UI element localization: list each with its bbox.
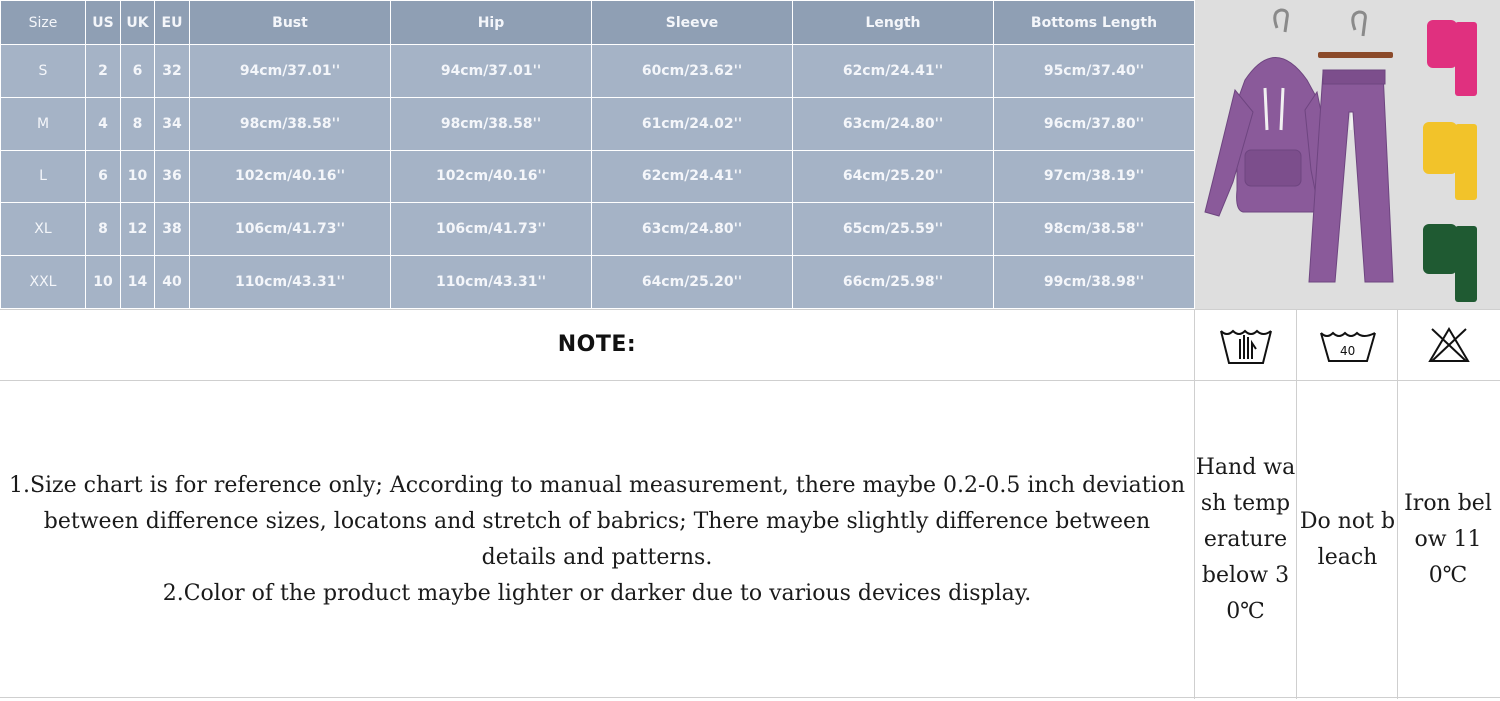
eu-size: 32 — [155, 45, 190, 98]
size-label: M — [1, 97, 86, 150]
eu-size: 38 — [155, 203, 190, 256]
table-row — [1, 97, 1195, 150]
us-size: 4 — [86, 97, 121, 150]
hanger-bar — [1318, 52, 1393, 58]
header-hip: Hip — [391, 1, 592, 45]
length-value: 63cm/24.80'' — [793, 97, 994, 150]
bust-value: 106cm/41.73'' — [190, 203, 391, 256]
bottoms-length-value: 97cm/38.19'' — [994, 150, 1195, 203]
sleeve-value: 61cm/24.02'' — [592, 97, 793, 150]
eu-size: 36 — [155, 150, 190, 203]
length-value: 62cm/24.41'' — [793, 45, 994, 98]
hip-value: 110cm/43.31'' — [391, 256, 592, 309]
size-label: XXL — [1, 256, 86, 309]
product-photo — [1195, 0, 1500, 309]
header-eu: EU — [155, 1, 190, 45]
sleeve-value: 60cm/23.62'' — [592, 45, 793, 98]
uk-size: 10 — [121, 150, 155, 203]
header-sleeve: Sleeve — [592, 1, 793, 45]
table-row — [1, 203, 1195, 256]
green-variant-image — [1423, 224, 1477, 302]
uk-size: 6 — [121, 45, 155, 98]
uk-size: 12 — [121, 203, 155, 256]
wash-40-icon — [1296, 310, 1398, 380]
sleeve-value: 63cm/24.80'' — [592, 203, 793, 256]
bottoms-length-value: 99cm/38.98'' — [994, 256, 1195, 309]
uk-size: 8 — [121, 97, 155, 150]
notes-text — [7, 468, 1187, 612]
table-row — [1, 45, 1195, 98]
no-bleach-icon — [1397, 310, 1499, 380]
us-size: 6 — [86, 150, 121, 203]
note-line-2: 2.Color of the product maybe lighter or darker due to various devices display. — [162, 581, 1032, 606]
bust-value: 98cm/38.58'' — [190, 97, 391, 150]
bust-value: 102cm/40.16'' — [190, 150, 391, 203]
size-label: L — [1, 150, 86, 203]
length-value: 66cm/25.98'' — [793, 256, 994, 309]
notes-area — [0, 381, 1194, 699]
bottoms-length-value: 95cm/37.40'' — [994, 45, 1195, 98]
eu-size: 40 — [155, 256, 190, 309]
header-us: US — [86, 1, 121, 45]
hanger-icon — [1275, 10, 1366, 36]
sleeve-value: 62cm/24.41'' — [592, 150, 793, 203]
note-header-row — [0, 309, 1500, 381]
size-label: S — [1, 45, 86, 98]
length-value: 65cm/25.59'' — [793, 203, 994, 256]
wash-temperature-label: 40 — [1339, 344, 1355, 358]
size-chart-header-row — [1, 1, 1195, 45]
hip-value: 106cm/41.73'' — [391, 203, 592, 256]
uk-size: 14 — [121, 256, 155, 309]
hand-wash-icon — [1194, 310, 1296, 380]
size-chart-table — [0, 0, 1195, 309]
us-size: 2 — [86, 45, 121, 98]
table-row — [1, 150, 1195, 203]
header-size: Size — [1, 1, 86, 45]
yellow-variant-image — [1423, 122, 1477, 200]
us-size: 10 — [86, 256, 121, 309]
hip-value: 102cm/40.16'' — [391, 150, 592, 203]
iron-caption: Iron below 110℃ — [1397, 381, 1498, 699]
header-bottoms-length: Bottoms Length — [994, 1, 1195, 45]
header-uk: UK — [121, 1, 155, 45]
hip-value: 98cm/38.58'' — [391, 97, 592, 150]
bottoms-length-value: 98cm/38.58'' — [994, 203, 1195, 256]
note-title: NOTE: — [557, 332, 637, 357]
pants-image — [1309, 70, 1393, 282]
pink-variant-image — [1427, 20, 1477, 96]
bottoms-length-value: 96cm/37.80'' — [994, 97, 1195, 150]
header-length: Length — [793, 1, 994, 45]
eu-size: 34 — [155, 97, 190, 150]
note-line-1: 1.Size chart is for reference only; According to manual measurement, there maybe 0.2-0.5 inch deviation between difference sizes, locatons and stretch of babrics; There maybe slightly difference between details and patterns. — [8, 473, 1186, 570]
length-value: 64cm/25.20'' — [793, 150, 994, 203]
table-row — [1, 256, 1195, 309]
bottom-divider — [0, 697, 1500, 698]
size-label: XL — [1, 203, 86, 256]
sleeve-value: 64cm/25.20'' — [592, 256, 793, 309]
hand-wash-caption: Hand wash temperature below 30℃ — [1194, 381, 1296, 699]
bust-value: 110cm/43.31'' — [190, 256, 391, 309]
us-size: 8 — [86, 203, 121, 256]
bust-value: 94cm/37.01'' — [190, 45, 391, 98]
header-bust: Bust — [190, 1, 391, 45]
no-bleach-caption: Do not bleach — [1296, 381, 1398, 699]
hip-value: 94cm/37.01'' — [391, 45, 592, 98]
